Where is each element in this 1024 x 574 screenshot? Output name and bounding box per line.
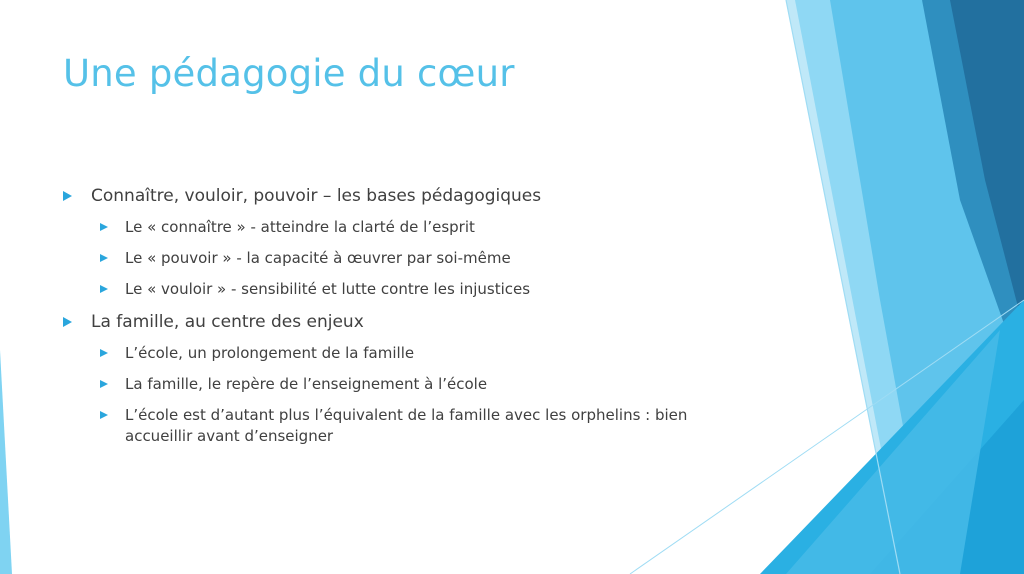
section-heading-text: Connaître, vouloir, pouvoir – les bases pédagogiques — [91, 186, 542, 206]
section-heading-2 — [63, 310, 733, 334]
section-heading-text: La famille, au centre des enjeux — [91, 312, 364, 332]
slide-title: Une pédagogie du cœur — [63, 52, 515, 95]
list-item-text: L’école, un prolongement de la famille — [125, 344, 415, 362]
arrow-bullet-icon — [100, 285, 108, 293]
arrow-bullet-icon — [100, 223, 108, 231]
left-accent-shape — [0, 350, 12, 574]
list-item — [100, 279, 733, 300]
list-item — [100, 405, 733, 447]
list-item-text: Le « connaître » - atteindre la clarté de l’esprit — [125, 218, 475, 236]
list-item — [100, 248, 733, 269]
list-item — [100, 374, 733, 395]
list-item-text: Le « vouloir » - sensibilité et lutte contre les injustices — [125, 280, 531, 298]
list-item-text: L’école est d’autant plus l’équivalent de la famille avec les orphelins : bien accueillir avant d’enseigner — [125, 406, 688, 445]
arrow-bullet-icon — [100, 380, 108, 388]
arrow-bullet-icon — [100, 254, 108, 262]
arrow-bullet-icon — [63, 191, 72, 201]
bullet-list — [63, 184, 733, 457]
arrow-bullet-icon — [100, 411, 108, 419]
arrow-bullet-icon — [63, 317, 72, 327]
list-item-text: Le « pouvoir » - la capacité à œuvrer par soi-même — [125, 249, 511, 267]
list-item — [100, 343, 733, 364]
list-item-text: La famille, le repère de l’enseignement à l’école — [125, 375, 488, 393]
section-heading-1 — [63, 184, 733, 208]
list-item — [100, 217, 733, 238]
arrow-bullet-icon — [100, 349, 108, 357]
